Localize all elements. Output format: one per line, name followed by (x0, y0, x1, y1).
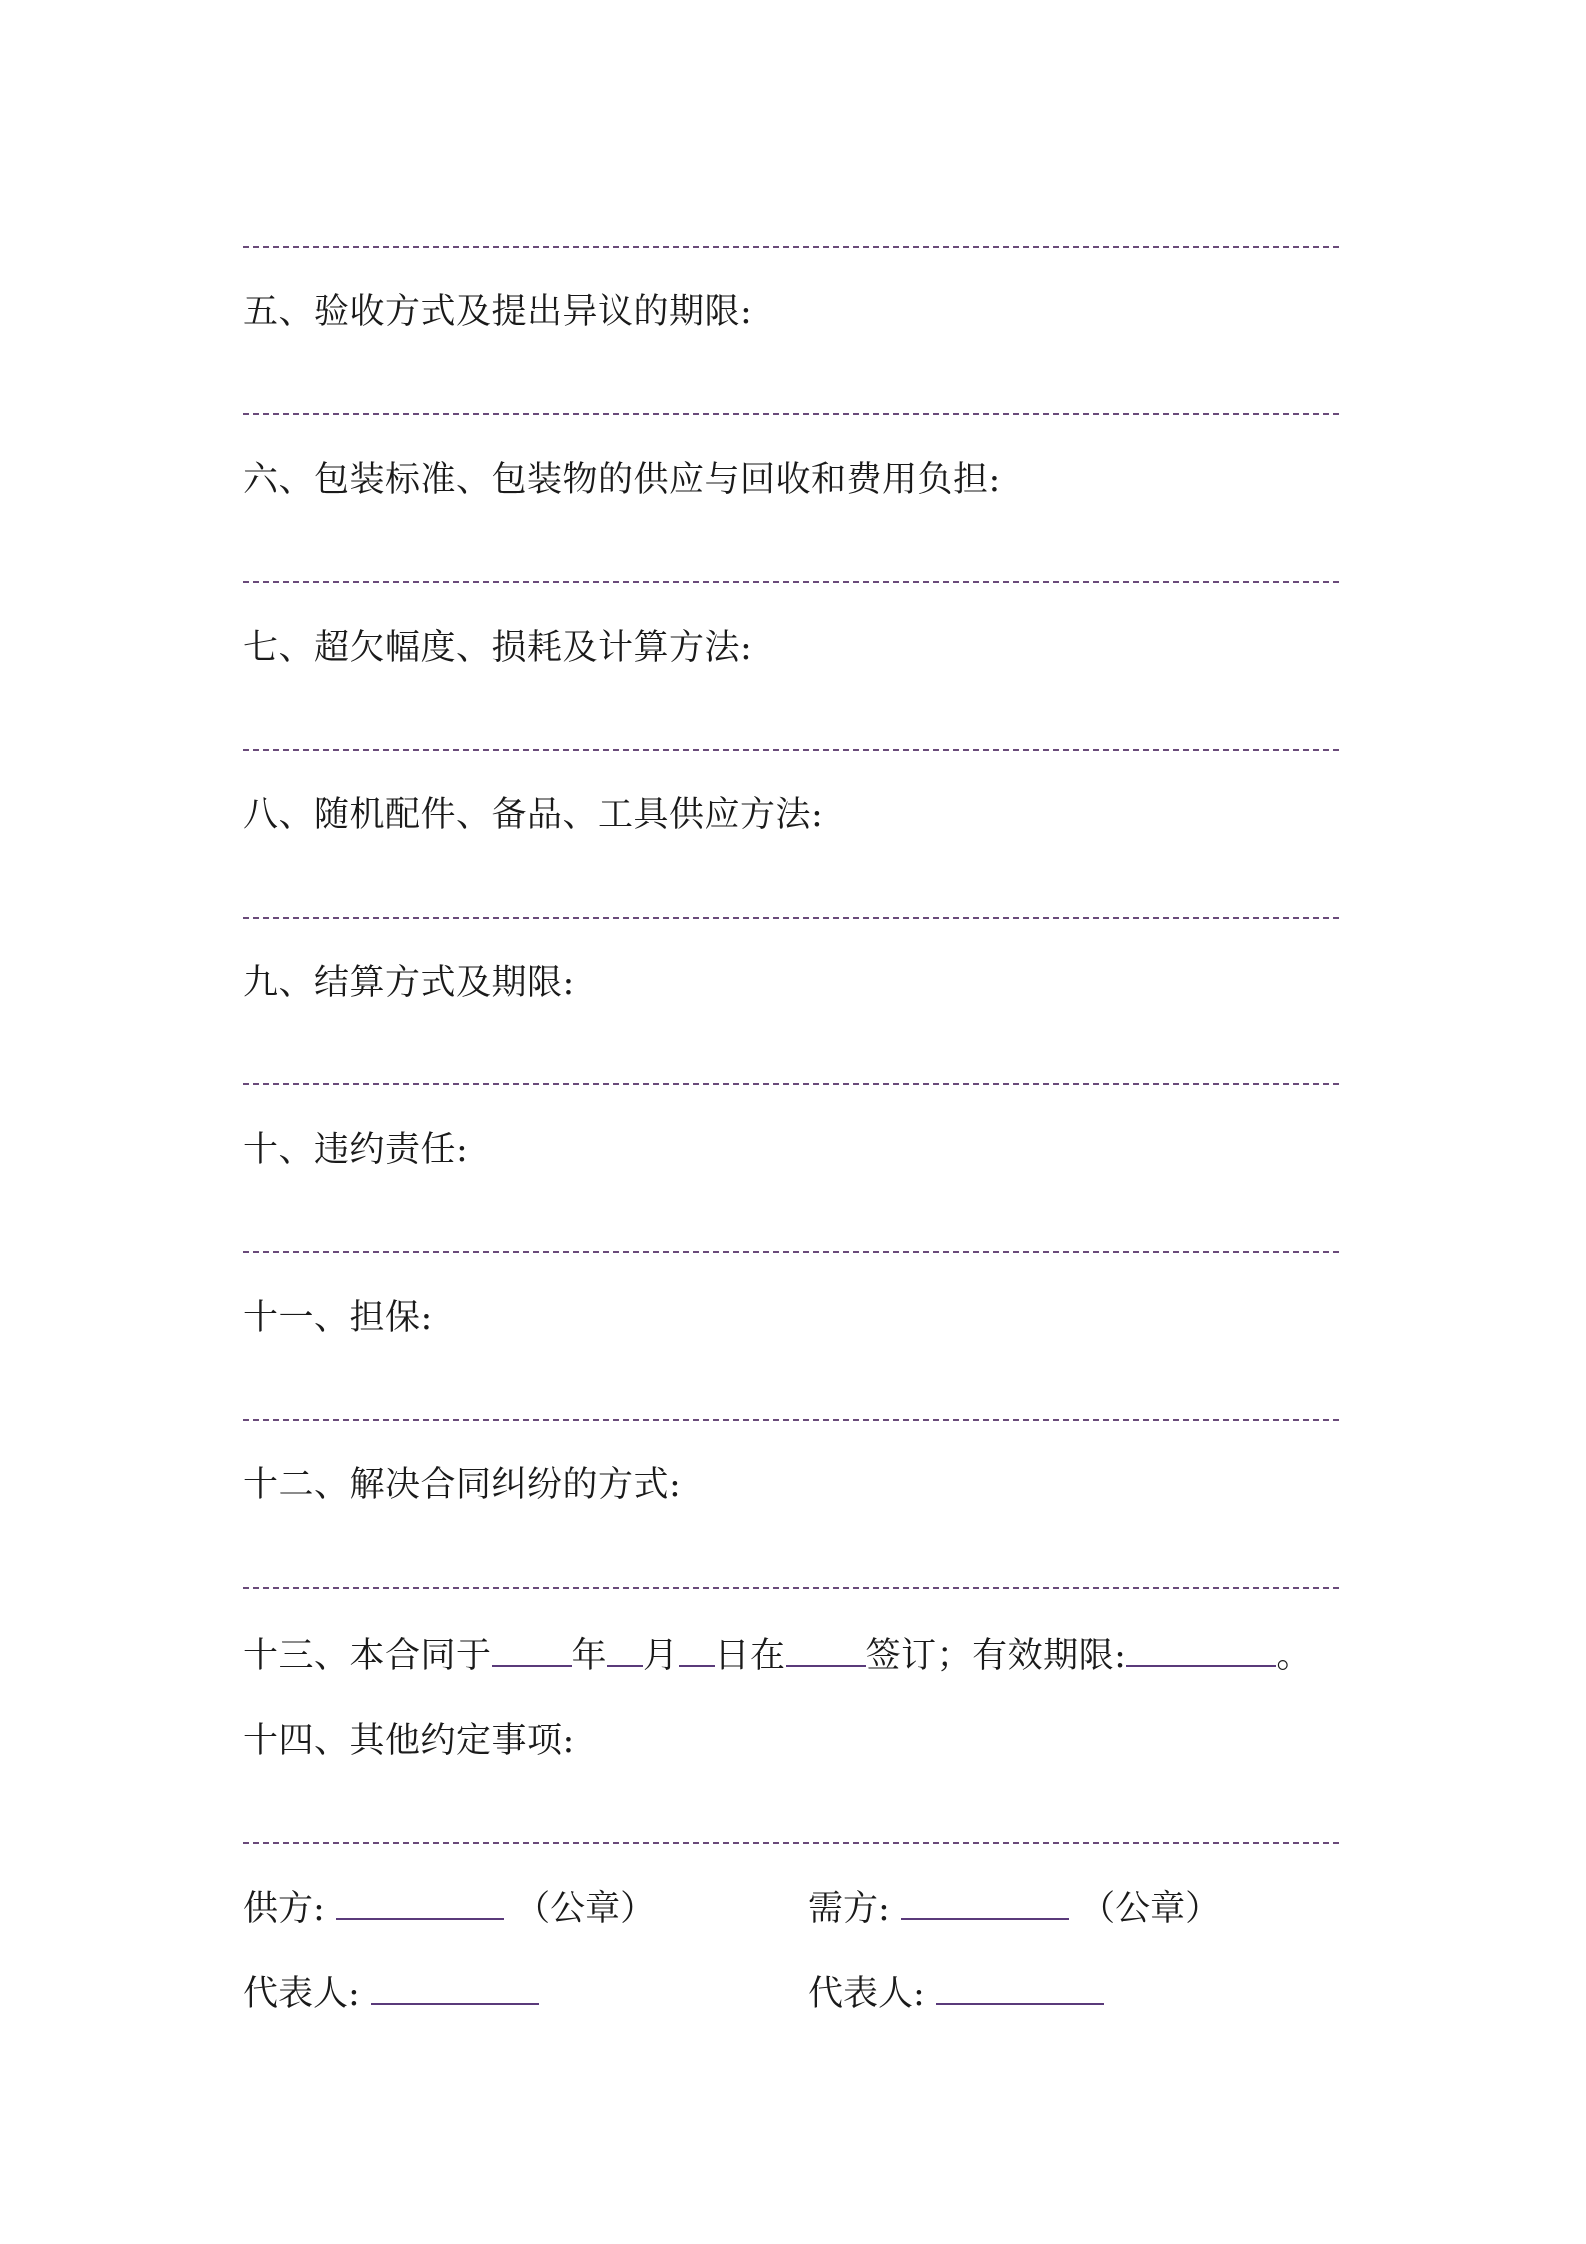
section-6-label: 六、包装标准、包装物的供应与回收和费用负担: (243, 460, 1001, 500)
section-5-label: 五、验收方式及提出异议的期限: (243, 292, 753, 332)
section-12-label: 十二、解决合同纠纷的方式: (243, 1465, 682, 1505)
buyer-representative (808, 1972, 1104, 2016)
supplier-representative (243, 1972, 539, 2016)
rep-label-right: 代表人: (808, 1974, 925, 2014)
fill-line[interactable] (243, 246, 1339, 248)
section-9-label: 九、结算方式及期限: (243, 963, 575, 1003)
year-label: 年 (571, 1636, 608, 1676)
period-mark: 。 (1276, 1636, 1312, 1676)
fill-line[interactable] (243, 581, 1339, 583)
fill-line[interactable] (243, 1587, 1339, 1589)
section-13-line (243, 1634, 1312, 1678)
fill-line[interactable] (243, 917, 1339, 919)
month-label: 月 (643, 1636, 679, 1676)
month-blank[interactable] (607, 1635, 643, 1667)
buyer-signature (808, 1887, 1220, 1931)
fill-line[interactable] (243, 1251, 1339, 1253)
buyer-rep-blank[interactable] (936, 1973, 1104, 2005)
supplier-rep-blank[interactable] (371, 1973, 539, 2005)
section-7-label: 七、超欠幅度、损耗及计算方法: (243, 628, 753, 668)
place-blank[interactable] (786, 1635, 866, 1667)
supplier-blank[interactable] (336, 1888, 504, 1920)
buyer-label: 需方: (808, 1889, 890, 1929)
supplier-signature (243, 1887, 655, 1931)
fill-line[interactable] (243, 1419, 1339, 1421)
signed-validity-label: 签订；有效期限: (865, 1636, 1127, 1676)
section-10-label: 十、违约责任: (243, 1130, 469, 1170)
section-14-label: 十四、其他约定事项: (243, 1721, 575, 1761)
buyer-seal: （公章） (1080, 1889, 1221, 1929)
fill-line[interactable] (243, 1842, 1339, 1844)
day-blank[interactable] (679, 1635, 715, 1667)
rep-label-left: 代表人: (243, 1974, 360, 2014)
fill-line[interactable] (243, 413, 1339, 415)
supplier-label: 供方: (243, 1889, 325, 1929)
validity-blank[interactable] (1126, 1635, 1276, 1667)
fill-line[interactable] (243, 749, 1339, 751)
year-blank[interactable] (492, 1635, 572, 1667)
section-11-label: 十一、担保: (243, 1298, 433, 1338)
section-8-label: 八、随机配件、备品、工具供应方法: (243, 795, 824, 835)
day-label: 日在 (714, 1636, 786, 1676)
fill-line[interactable] (243, 1083, 1339, 1085)
section-13-prefix: 十三、本合同于 (243, 1636, 492, 1676)
buyer-blank[interactable] (901, 1888, 1069, 1920)
supplier-seal: （公章） (515, 1889, 656, 1929)
